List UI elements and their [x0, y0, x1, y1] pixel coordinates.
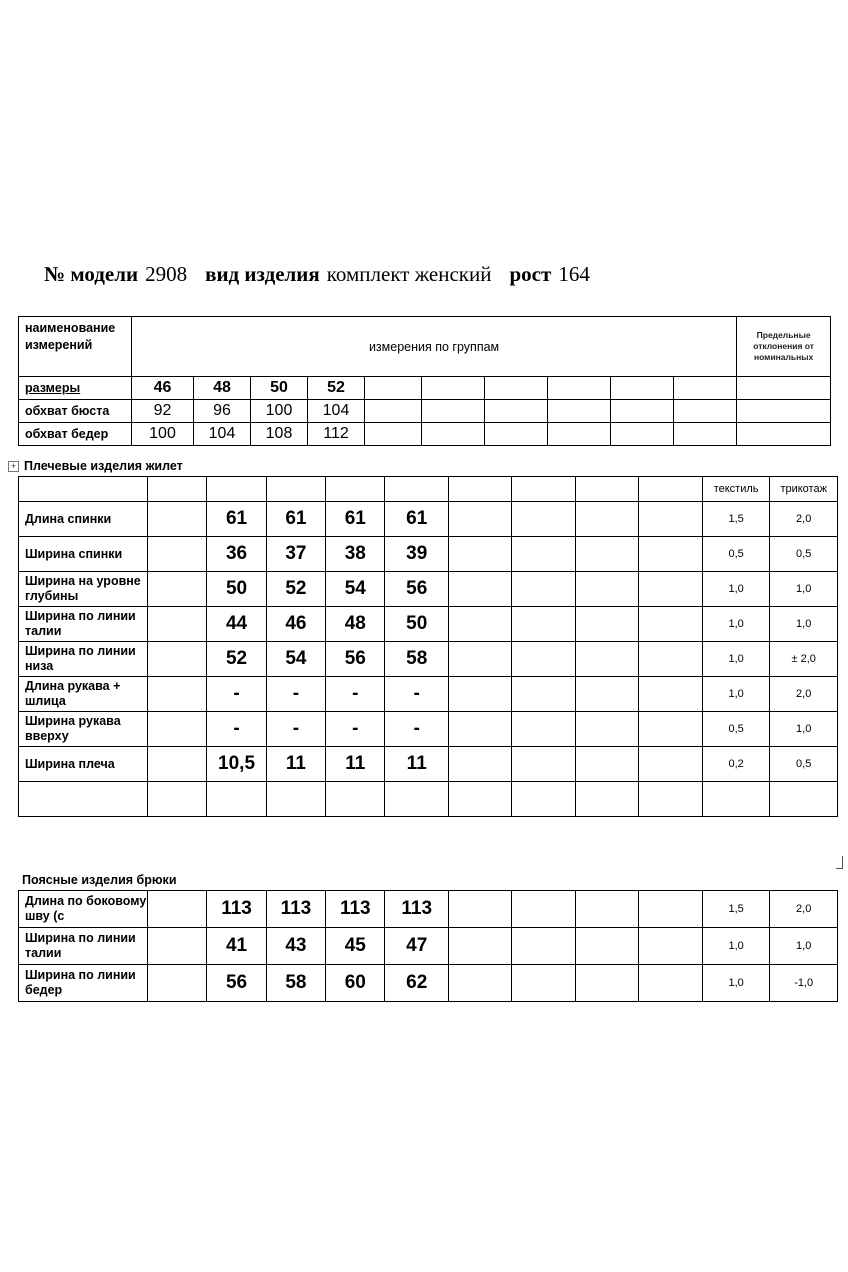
cell — [611, 423, 674, 446]
cell — [575, 572, 638, 607]
cell: 61 — [207, 502, 266, 537]
cell: - — [207, 712, 266, 747]
cell — [639, 477, 702, 502]
cell — [147, 965, 206, 1002]
section-label-trousers: Поясные изделия брюки — [22, 873, 177, 887]
cell-textil: 0,5 — [702, 712, 770, 747]
cell — [147, 677, 206, 712]
expand-outline-icon[interactable]: + — [8, 461, 19, 472]
cell — [575, 747, 638, 782]
cell: 60 — [326, 965, 385, 1002]
table-row — [19, 891, 838, 928]
cell — [365, 377, 422, 400]
row-label-hips: обхват бедер — [19, 423, 132, 446]
cell — [448, 607, 511, 642]
cell — [512, 572, 575, 607]
table-row — [19, 965, 838, 1002]
row-label — [19, 782, 148, 817]
cell: 47 — [385, 928, 448, 965]
cell — [266, 782, 325, 817]
cell: 50 — [207, 572, 266, 607]
cell — [512, 537, 575, 572]
cell — [639, 677, 702, 712]
row-label: Ширина по линии талии — [19, 928, 148, 965]
row-label: Длина рукава + шлица — [19, 677, 148, 712]
cell — [512, 642, 575, 677]
cell — [639, 502, 702, 537]
cell: 61 — [266, 502, 325, 537]
cell: 112 — [308, 423, 365, 446]
cell — [639, 747, 702, 782]
cell-textil: 1,0 — [702, 928, 770, 965]
cell-textil: 1,5 — [702, 891, 770, 928]
cell — [448, 502, 511, 537]
cell — [266, 477, 325, 502]
cell — [147, 928, 206, 965]
cell: 11 — [326, 747, 385, 782]
cell: 96 — [194, 400, 251, 423]
cell-trikotazh: 2,0 — [770, 502, 838, 537]
cell — [611, 400, 674, 423]
cell: 113 — [266, 891, 325, 928]
cell — [575, 891, 638, 928]
cell: 92 — [132, 400, 194, 423]
table-row — [19, 642, 838, 677]
row-label: Длина по боковому шву (с — [19, 891, 148, 928]
cell — [147, 782, 206, 817]
cell: 43 — [266, 928, 325, 965]
cell — [737, 377, 831, 400]
cell: - — [385, 712, 448, 747]
header-textil: текстиль — [702, 477, 770, 502]
cell: 50 — [251, 377, 308, 400]
cell: 10,5 — [207, 747, 266, 782]
product-label: вид изделия — [205, 262, 320, 286]
cell: 56 — [207, 965, 266, 1002]
cell: 48 — [326, 607, 385, 642]
cell — [575, 677, 638, 712]
cell: 46 — [132, 377, 194, 400]
group-bracket — [836, 856, 843, 869]
cell — [448, 572, 511, 607]
cell — [639, 607, 702, 642]
cell — [674, 400, 737, 423]
cell — [512, 712, 575, 747]
cell — [448, 891, 511, 928]
cell: 58 — [385, 642, 448, 677]
cell — [611, 377, 674, 400]
table-row — [19, 317, 831, 377]
cell: 48 — [194, 377, 251, 400]
cell — [207, 477, 266, 502]
row-label: Ширина плеча — [19, 747, 148, 782]
model-label: № модели — [44, 262, 139, 286]
model-value: 2908 — [145, 262, 188, 286]
cell: 113 — [385, 891, 448, 928]
cell: 11 — [385, 747, 448, 782]
cell: 52 — [266, 572, 325, 607]
cell: 100 — [251, 400, 308, 423]
cell-textil: 1,0 — [702, 607, 770, 642]
row-label: Ширина по линии бедер — [19, 965, 148, 1002]
cell-trikotazh: 0,5 — [770, 537, 838, 572]
cell — [147, 607, 206, 642]
cell — [639, 572, 702, 607]
cell — [422, 423, 485, 446]
cell — [485, 400, 548, 423]
row-label: Ширина по линии талии — [19, 607, 148, 642]
cell: 36 — [207, 537, 266, 572]
cell — [147, 572, 206, 607]
row-label: Ширина спинки — [19, 537, 148, 572]
row-label-sizes: размеры — [19, 377, 132, 400]
page-title — [44, 262, 824, 287]
cell — [147, 891, 206, 928]
sizes-header-left: наименование измерений — [19, 317, 132, 377]
cell: 56 — [326, 642, 385, 677]
table-row — [19, 572, 838, 607]
cell — [575, 642, 638, 677]
sizes-header-right: Предельные отклонения от номинальных — [737, 317, 831, 377]
row-label: Ширина рукава вверху — [19, 712, 148, 747]
cell: 37 — [266, 537, 325, 572]
cell — [548, 400, 611, 423]
cell — [147, 642, 206, 677]
cell — [512, 965, 575, 1002]
cell — [512, 677, 575, 712]
table-row — [19, 400, 831, 423]
cell — [737, 423, 831, 446]
cell — [639, 891, 702, 928]
sizes-table — [18, 316, 831, 446]
cell-trikotazh: 1,0 — [770, 572, 838, 607]
cell — [737, 400, 831, 423]
cell-trikotazh: -1,0 — [770, 965, 838, 1002]
cell — [448, 928, 511, 965]
cell — [422, 400, 485, 423]
height-value: 164 — [558, 262, 590, 286]
cell: 39 — [385, 537, 448, 572]
cell — [448, 965, 511, 1002]
cell — [575, 965, 638, 1002]
cell — [512, 502, 575, 537]
product-value: комплект женский — [326, 262, 492, 286]
cell — [448, 537, 511, 572]
cell: - — [266, 677, 325, 712]
cell: 113 — [207, 891, 266, 928]
cell — [365, 423, 422, 446]
cell — [147, 502, 206, 537]
cell — [385, 782, 448, 817]
cell — [485, 423, 548, 446]
table-row — [19, 928, 838, 965]
cell — [485, 377, 548, 400]
cell: - — [326, 712, 385, 747]
cell: 61 — [326, 502, 385, 537]
cell — [575, 928, 638, 965]
cell — [575, 607, 638, 642]
cell: 61 — [385, 502, 448, 537]
cell — [448, 642, 511, 677]
table-row — [19, 782, 838, 817]
cell: - — [326, 677, 385, 712]
cell: 38 — [326, 537, 385, 572]
cell — [147, 747, 206, 782]
table-row — [19, 712, 838, 747]
cell — [448, 747, 511, 782]
cell — [674, 377, 737, 400]
cell — [147, 712, 206, 747]
cell: 45 — [326, 928, 385, 965]
cell — [639, 782, 702, 817]
table-row — [19, 747, 838, 782]
cell — [639, 537, 702, 572]
cell: 54 — [266, 642, 325, 677]
height-label: рост — [509, 262, 552, 286]
cell: - — [385, 677, 448, 712]
cell — [512, 747, 575, 782]
cell: - — [266, 712, 325, 747]
cell-trikotazh: ± 2,0 — [770, 642, 838, 677]
cell: 100 — [132, 423, 194, 446]
cell — [512, 891, 575, 928]
cell — [326, 477, 385, 502]
vest-measurements-table — [18, 476, 838, 817]
cell-textil: 1,0 — [702, 965, 770, 1002]
cell — [147, 477, 206, 502]
table-row — [19, 537, 838, 572]
cell-trikotazh: 2,0 — [770, 891, 838, 928]
row-label: Длина спинки — [19, 502, 148, 537]
cell — [147, 537, 206, 572]
cell: 52 — [207, 642, 266, 677]
row-label: Ширина на уровне глубины — [19, 572, 148, 607]
cell: 113 — [326, 891, 385, 928]
cell — [512, 607, 575, 642]
table-row — [19, 677, 838, 712]
cell — [512, 477, 575, 502]
cell-trikotazh: 2,0 — [770, 677, 838, 712]
cell — [639, 928, 702, 965]
cell — [448, 677, 511, 712]
cell: - — [207, 677, 266, 712]
cell: 46 — [266, 607, 325, 642]
section-label-vest: Плечевые изделия жилет — [24, 459, 183, 473]
row-label-bust: обхват бюста — [19, 400, 132, 423]
cell-textil: 1,5 — [702, 502, 770, 537]
cell-trikotazh: 0,5 — [770, 747, 838, 782]
cell — [512, 928, 575, 965]
cell — [448, 712, 511, 747]
cell — [639, 965, 702, 1002]
cell — [365, 400, 422, 423]
sizes-header-middle: измерения по группам — [132, 317, 737, 377]
cell-textil: 0,2 — [702, 747, 770, 782]
cell-textil: 1,0 — [702, 642, 770, 677]
cell: 108 — [251, 423, 308, 446]
cell — [575, 712, 638, 747]
cell — [639, 642, 702, 677]
cell-textil: 0,5 — [702, 537, 770, 572]
cell-textil: 1,0 — [702, 572, 770, 607]
cell — [639, 712, 702, 747]
trousers-measurements-table — [18, 890, 838, 1002]
cell — [575, 782, 638, 817]
cell — [575, 502, 638, 537]
cell — [548, 423, 611, 446]
cell — [512, 782, 575, 817]
cell: 41 — [207, 928, 266, 965]
cell: 104 — [308, 400, 365, 423]
header-trikotazh: трикотаж — [770, 477, 838, 502]
cell: 56 — [385, 572, 448, 607]
cell: 11 — [266, 747, 325, 782]
cell: 58 — [266, 965, 325, 1002]
cell — [448, 477, 511, 502]
cell — [385, 477, 448, 502]
cell-textil — [702, 782, 770, 817]
table-row — [19, 607, 838, 642]
cell — [207, 782, 266, 817]
table-row — [19, 423, 831, 446]
cell: 104 — [194, 423, 251, 446]
table-row — [19, 377, 831, 400]
cell — [326, 782, 385, 817]
cell — [674, 423, 737, 446]
cell — [448, 782, 511, 817]
cell — [575, 537, 638, 572]
cell: 52 — [308, 377, 365, 400]
row-label: Ширина по линии низа — [19, 642, 148, 677]
cell — [548, 377, 611, 400]
cell-textil: 1,0 — [702, 677, 770, 712]
cell-trikotazh: 1,0 — [770, 712, 838, 747]
table-row — [19, 502, 838, 537]
cell: 50 — [385, 607, 448, 642]
cell: 54 — [326, 572, 385, 607]
table-row — [19, 477, 838, 502]
cell-trikotazh: 1,0 — [770, 607, 838, 642]
cell: 62 — [385, 965, 448, 1002]
cell-trikotazh — [770, 782, 838, 817]
cell — [575, 477, 638, 502]
cell — [19, 477, 148, 502]
cell-trikotazh: 1,0 — [770, 928, 838, 965]
cell — [422, 377, 485, 400]
cell: 44 — [207, 607, 266, 642]
